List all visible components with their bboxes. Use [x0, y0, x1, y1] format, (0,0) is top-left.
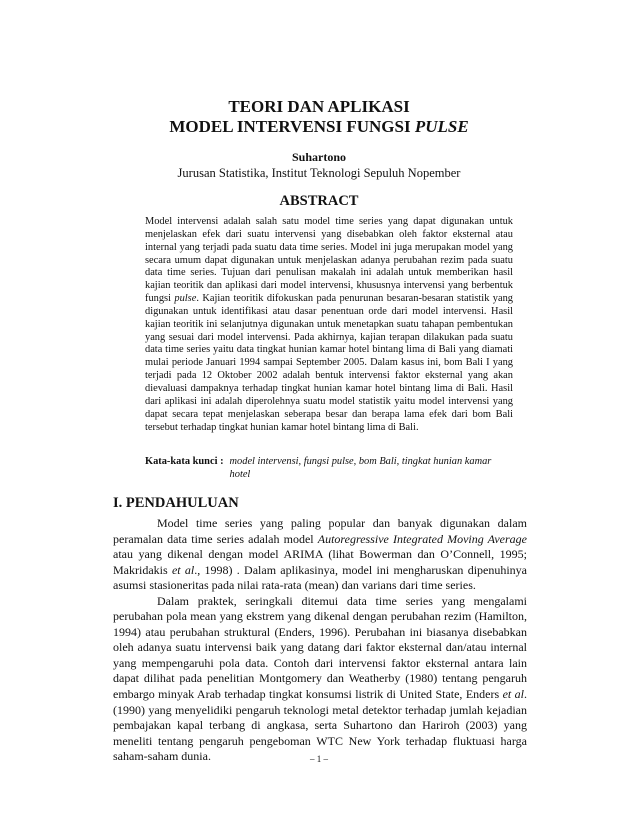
title-line-2-main: MODEL INTERVENSI FUNGSI	[169, 117, 411, 136]
keywords-block	[145, 455, 513, 481]
p1-italic: Autoregressive Integrated Moving Average	[317, 531, 527, 546]
abstract-text	[145, 216, 513, 434]
paragraph-1	[113, 516, 527, 594]
abstract-part-2: . Kajian teoritik difokuskan pada penurunan besaran-besaran statistik yang digunakan untuk identifikasi atau dasar penentuan orde dari model intervensi. Hasil kajian teoritik ini selanjutnya digunakan untuk menetapkan suatu tahapan pembentukan yang sesuai dari model intervensi. Pada akhirnya, kajian terapan dilakukan pada suatu data time series yaitu data tingkat hunian kamar hotel bintang lima di Bali yang diamati mulai periode Januari 1994 sampai September 2005. Dalam kasus ini, bom Bali I yang terjadi pada 12 Oktober 2002 adalah bentuk intervensi faktor eksternal yang akan dievaluasi dampaknya terhadap tingkat hunian kamar hotel bintang lima di Bali. Hasil dari aplikasi ini adalah diperolehnya suatu model statistik yaitu model intervensi yang dapat secara tepat menjelaskan seberapa besar dan berapa lama efek dari bom Bali tersebut terhadap tingkat hunian kamar hotel bintang lima di Bali.	[145, 293, 513, 433]
page-number: – 1 –	[310, 754, 328, 764]
title-line-2	[0, 117, 638, 137]
abstract-part-1: Model intervensi adalah salah satu model time series yang dapat digunakan untuk menjelaskan efek dari suatu intervensi yang disebabkan oleh faktor eksternal atau internal yang terjadi pada suatu data time series. Model ini juga merupakan model yang secara umum dapat digunakan untuk menjelaskan adanya perubahan rezim pada suatu data time series. Tujuan dari penulisan makalah ini adalah untuk memberikan hasil kajian teoritik dan aplikasi dari model intervensi, khususnya intervensi yang berbentuk fungsi	[145, 216, 513, 305]
title-line-1: TEORI DAN APLIKASI	[228, 97, 410, 116]
p1-text-b: atau yang dikenal dengan model ARIMA (lihat Bowerman dan O’Connell, 1995; Makridakis	[113, 547, 527, 577]
p2-etal: et al	[502, 687, 525, 702]
p1-etal: et al	[171, 562, 195, 577]
p2-text-a: Dalam praktek, seringkali ditemui data time series yang mengalami perubahan pola mean yang ekstrem yang dikenal dengan perubahan rezim (Hamilton, 1994) atau perubahan struktural (Enders, 1996). Perubahan ini biasanya disebabkan oleh adanya suatu intervensi baik yang datang dari faktor eksternal dan/atau internal yang mempengaruhi pola data. Contoh dari intervensi faktor eksternal antara lain dapat dilihat pada penelitian Montgomery dan Weatherby (1980) tentang pengaruh embargo minyak Arab terhadap tingkat konsumsi listrik di United State, Enders	[113, 593, 527, 702]
paper-title	[0, 97, 638, 137]
abstract-heading: ABSTRACT	[279, 193, 359, 209]
keywords-text: model intervensi, fungsi pulse, bom Bali, tingkat hunian kamar hotel	[229, 456, 492, 480]
title-line-2-italic: PULSE	[414, 117, 469, 136]
abstract-italic-word: pulse	[174, 293, 197, 305]
keywords-label-text: Kata-kata kunci	[145, 456, 218, 467]
paragraph-2	[113, 594, 527, 765]
keywords-separator: :	[220, 456, 224, 467]
keywords-label	[145, 455, 224, 481]
section-body	[113, 516, 527, 765]
p1-text-c: ., 1998) . Dalam aplikasinya, model ini mengharuskan dipenuhinya asumsi stasioneritas pada nilai rata-rata (mean) dan varians dari time series.	[113, 562, 528, 593]
author-affiliation: Jurusan Statistika, Institut Teknologi Sepuluh Nopember	[177, 166, 461, 180]
p1-text-a: Model time series yang paling popular dan banyak digunakan dalam peramalan data time series adalah model	[113, 516, 527, 546]
p2-text-b: . (1990) yang menyelidiki pengaruh teknologi metal detektor terhadap jumlah kejadian pembajakan kapal terbang di angkasa, serta Suhartono dan Hariroh (2003) yang meneliti tentang pengaruh pengeboman WTC New York terhadap fluktuasi harga saham-saham dunia.	[113, 687, 528, 764]
section-heading: I. PENDAHULUAN	[113, 495, 239, 511]
author-name: Suhartono	[291, 150, 347, 164]
